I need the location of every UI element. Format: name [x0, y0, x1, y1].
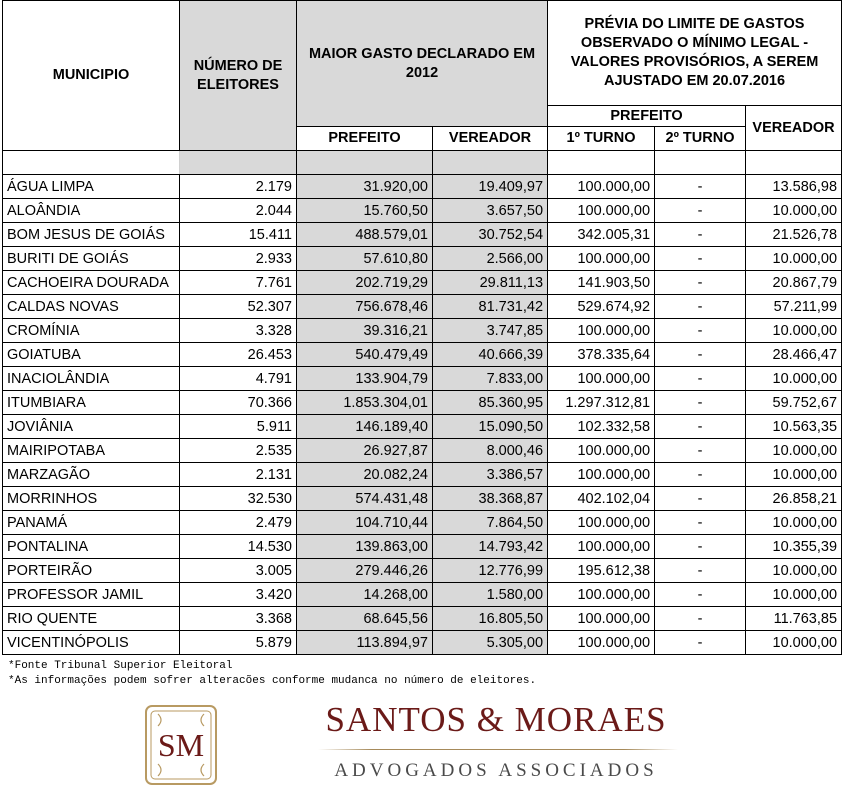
cell-municipio: BURITI DE GOIÁS	[3, 247, 180, 271]
header-vereador: VEREADOR	[433, 127, 548, 151]
cell-municipio: CROMÍNIA	[3, 319, 180, 343]
table-row	[3, 535, 842, 559]
cell-limite-2-turno: -	[655, 607, 746, 631]
cell-gasto-prefeito: 20.082,24	[297, 463, 433, 487]
header-previa: PRÉVIA DO LIMITE DE GASTOS OBSERVADO O MÍNIMO LEGAL - VALORES PROVISÓRIOS, A SEREM AJUSTADO EM 20.07.2016	[548, 1, 842, 106]
cell-eleitores: 3.328	[180, 319, 297, 343]
cell-limite-1-turno: 402.102,04	[548, 487, 655, 511]
cell-municipio: PORTEIRÃO	[3, 559, 180, 583]
header-turno1: 1º TURNO	[548, 127, 655, 151]
cell-eleitores: 14.530	[180, 535, 297, 559]
cell-gasto-vereador: 3.386,57	[433, 463, 548, 487]
cell-gasto-vereador: 3.747,85	[433, 319, 548, 343]
table-row	[3, 415, 842, 439]
cell-gasto-prefeito: 15.760,50	[297, 199, 433, 223]
table-row	[3, 319, 842, 343]
cell-limite-1-turno: 102.332,58	[548, 415, 655, 439]
cell-gasto-prefeito: 1.853.304,01	[297, 391, 433, 415]
footnotes	[8, 659, 536, 689]
cell-limite-2-turno: -	[655, 319, 746, 343]
footnote-source: *Fonte Tribunal Superior Eleitoral	[8, 660, 233, 672]
firm-name: SANTOS & MORAES	[325, 700, 667, 739]
cell-gasto-prefeito: 202.719,29	[297, 271, 433, 295]
cell-limite-1-turno: 100.000,00	[548, 607, 655, 631]
cell-limite-vereador: 10.000,00	[746, 583, 842, 607]
cell-eleitores: 3.420	[180, 583, 297, 607]
cell-gasto-prefeito: 756.678,46	[297, 295, 433, 319]
cell-eleitores: 26.453	[180, 343, 297, 367]
cell-limite-vereador: 10.000,00	[746, 511, 842, 535]
cell-eleitores: 3.368	[180, 607, 297, 631]
cell-municipio: INACIOLÂNDIA	[3, 367, 180, 391]
cell-municipio: RIO QUENTE	[3, 607, 180, 631]
cell-limite-vereador: 59.752,67	[746, 391, 842, 415]
cell-municipio: CALDAS NOVAS	[3, 295, 180, 319]
cell-limite-2-turno: -	[655, 271, 746, 295]
monogram-text: SM	[157, 727, 205, 763]
cell-gasto-vereador: 19.409,97	[433, 175, 548, 199]
cell-limite-vereador: 10.000,00	[746, 559, 842, 583]
cell-gasto-vereador: 85.360,95	[433, 391, 548, 415]
cell-eleitores: 70.366	[180, 391, 297, 415]
cell-limite-2-turno: -	[655, 415, 746, 439]
cell-limite-2-turno: -	[655, 439, 746, 463]
cell-eleitores: 2.131	[180, 463, 297, 487]
cell-gasto-vereador: 14.793,42	[433, 535, 548, 559]
cell-eleitores: 32.530	[180, 487, 297, 511]
cell-limite-2-turno: -	[655, 631, 746, 655]
cell-limite-vereador: 10.000,00	[746, 319, 842, 343]
cell-gasto-prefeito: 139.863,00	[297, 535, 433, 559]
cell-gasto-prefeito: 146.189,40	[297, 415, 433, 439]
cell-gasto-prefeito: 488.579,01	[297, 223, 433, 247]
table-row	[3, 439, 842, 463]
cell-limite-vereador: 10.000,00	[746, 199, 842, 223]
cell-limite-1-turno: 100.000,00	[548, 463, 655, 487]
cell-municipio: PANAMÁ	[3, 511, 180, 535]
cell-limite-vereador: 10.000,00	[746, 247, 842, 271]
spending-limits-table	[2, 0, 842, 655]
footnote-disclaimer: *As informações podem sofrer alteracões conforme mudanca no número de eleitores.	[8, 675, 537, 687]
cell-limite-vereador: 20.867,79	[746, 271, 842, 295]
cell-gasto-vereador: 5.305,00	[433, 631, 548, 655]
cell-municipio: BOM JESUS DE GOIÁS	[3, 223, 180, 247]
cell-municipio: MARZAGÃO	[3, 463, 180, 487]
header-maior-gasto: MAIOR GASTO DECLARADO EM 2012	[297, 1, 548, 127]
cell-gasto-vereador: 15.090,50	[433, 415, 548, 439]
cell-gasto-prefeito: 133.904,79	[297, 367, 433, 391]
header-eleitores: NÚMERO DE ELEITORES	[180, 1, 297, 151]
table-row	[3, 367, 842, 391]
cell-gasto-vereador: 7.833,00	[433, 367, 548, 391]
firm-divider	[318, 749, 678, 750]
cell-municipio: ITUMBIARA	[3, 391, 180, 415]
cell-limite-1-turno: 100.000,00	[548, 511, 655, 535]
cell-limite-2-turno: -	[655, 583, 746, 607]
cell-limite-2-turno: -	[655, 511, 746, 535]
cell-gasto-vereador: 12.776,99	[433, 559, 548, 583]
cell-limite-vereador: 10.000,00	[746, 631, 842, 655]
cell-limite-1-turno: 100.000,00	[548, 535, 655, 559]
cell-limite-1-turno: 100.000,00	[548, 583, 655, 607]
cell-gasto-prefeito: 279.446,26	[297, 559, 433, 583]
cell-limite-vereador: 28.466,47	[746, 343, 842, 367]
cell-gasto-prefeito: 14.268,00	[297, 583, 433, 607]
table-row	[3, 463, 842, 487]
cell-eleitores: 52.307	[180, 295, 297, 319]
cell-limite-vereador: 10.000,00	[746, 439, 842, 463]
cell-limite-1-turno: 529.674,92	[548, 295, 655, 319]
cell-gasto-vereador: 30.752,54	[433, 223, 548, 247]
table-row	[3, 607, 842, 631]
cell-limite-2-turno: -	[655, 343, 746, 367]
cell-limite-2-turno: -	[655, 247, 746, 271]
cell-limite-vereador: 10.000,00	[746, 463, 842, 487]
cell-limite-2-turno: -	[655, 487, 746, 511]
cell-gasto-vereador: 1.580,00	[433, 583, 548, 607]
cell-eleitores: 15.411	[180, 223, 297, 247]
table-row	[3, 559, 842, 583]
cell-limite-1-turno: 100.000,00	[548, 199, 655, 223]
cell-limite-vereador: 11.763,85	[746, 607, 842, 631]
header-municipio: MUNICIPIO	[3, 1, 180, 151]
cell-municipio: MAIRIPOTABA	[3, 439, 180, 463]
cell-limite-1-turno: 100.000,00	[548, 439, 655, 463]
table-row	[3, 175, 842, 199]
table-row	[3, 391, 842, 415]
cell-limite-vereador: 57.211,99	[746, 295, 842, 319]
cell-gasto-prefeito: 540.479,49	[297, 343, 433, 367]
cell-eleitores: 2.044	[180, 199, 297, 223]
cell-eleitores: 2.179	[180, 175, 297, 199]
cell-eleitores: 4.791	[180, 367, 297, 391]
cell-eleitores: 2.479	[180, 511, 297, 535]
table-row	[3, 199, 842, 223]
cell-limite-vereador: 10.563,35	[746, 415, 842, 439]
cell-limite-vereador: 13.586,98	[746, 175, 842, 199]
cell-limite-1-turno: 195.612,38	[548, 559, 655, 583]
cell-limite-2-turno: -	[655, 535, 746, 559]
cell-gasto-prefeito: 39.316,21	[297, 319, 433, 343]
cell-municipio: VICENTINÓPOLIS	[3, 631, 180, 655]
cell-eleitores: 5.879	[180, 631, 297, 655]
cell-municipio: GOIATUBA	[3, 343, 180, 367]
cell-limite-2-turno: -	[655, 199, 746, 223]
cell-limite-2-turno: -	[655, 223, 746, 247]
cell-gasto-prefeito: 68.645,56	[297, 607, 433, 631]
table-row	[3, 631, 842, 655]
header-turno2: 2º TURNO	[655, 127, 746, 151]
cell-limite-vereador: 26.858,21	[746, 487, 842, 511]
cell-gasto-vereador: 38.368,87	[433, 487, 548, 511]
cell-gasto-vereador: 3.657,50	[433, 199, 548, 223]
table-row	[3, 511, 842, 535]
cell-municipio: JOVIÂNIA	[3, 415, 180, 439]
cell-limite-1-turno: 100.000,00	[548, 247, 655, 271]
cell-limite-2-turno: -	[655, 175, 746, 199]
cell-gasto-vereador: 40.666,39	[433, 343, 548, 367]
header-vereador-limite: VEREADOR	[746, 106, 842, 151]
cell-gasto-prefeito: 57.610,80	[297, 247, 433, 271]
cell-gasto-vereador: 81.731,42	[433, 295, 548, 319]
cell-municipio: ALOÂNDIA	[3, 199, 180, 223]
cell-eleitores: 7.761	[180, 271, 297, 295]
table-row	[3, 271, 842, 295]
cell-limite-2-turno: -	[655, 295, 746, 319]
cell-gasto-prefeito: 574.431,48	[297, 487, 433, 511]
cell-municipio: CACHOEIRA DOURADA	[3, 271, 180, 295]
cell-limite-2-turno: -	[655, 559, 746, 583]
table-row	[3, 583, 842, 607]
cell-limite-1-turno: 378.335,64	[548, 343, 655, 367]
cell-eleitores: 2.535	[180, 439, 297, 463]
cell-gasto-vereador: 16.805,50	[433, 607, 548, 631]
table-row	[3, 223, 842, 247]
cell-gasto-prefeito: 104.710,44	[297, 511, 433, 535]
cell-municipio: PROFESSOR JAMIL	[3, 583, 180, 607]
table-body	[3, 175, 842, 655]
cell-gasto-prefeito: 31.920,00	[297, 175, 433, 199]
cell-limite-2-turno: -	[655, 391, 746, 415]
cell-eleitores: 3.005	[180, 559, 297, 583]
cell-limite-vereador: 10.355,39	[746, 535, 842, 559]
cell-eleitores: 5.911	[180, 415, 297, 439]
cell-municipio: ÁGUA LIMPA	[3, 175, 180, 199]
cell-gasto-vereador: 8.000,46	[433, 439, 548, 463]
cell-limite-vereador: 10.000,00	[746, 367, 842, 391]
cell-limite-1-turno: 1.297.312,81	[548, 391, 655, 415]
cell-municipio: MORRINHOS	[3, 487, 180, 511]
table-row	[3, 295, 842, 319]
cell-limite-2-turno: -	[655, 367, 746, 391]
firm-subtitle: ADVOGADOS ASSOCIADOS	[334, 760, 658, 781]
cell-gasto-vereador: 2.566,00	[433, 247, 548, 271]
cell-gasto-vereador: 29.811,13	[433, 271, 548, 295]
header-prefeito-group: PREFEITO	[548, 106, 746, 127]
cell-eleitores: 2.933	[180, 247, 297, 271]
spacer-row	[3, 151, 842, 175]
cell-limite-1-turno: 100.000,00	[548, 631, 655, 655]
cell-limite-1-turno: 100.000,00	[548, 319, 655, 343]
cell-gasto-prefeito: 113.894,97	[297, 631, 433, 655]
cell-municipio: PONTALINA	[3, 535, 180, 559]
firm-monogram-logo	[144, 704, 218, 786]
cell-limite-1-turno: 100.000,00	[548, 367, 655, 391]
cell-limite-1-turno: 100.000,00	[548, 175, 655, 199]
cell-limite-vereador: 21.526,78	[746, 223, 842, 247]
table-row	[3, 343, 842, 367]
header-prefeito: PREFEITO	[297, 127, 433, 151]
cell-limite-1-turno: 342.005,31	[548, 223, 655, 247]
cell-gasto-prefeito: 26.927,87	[297, 439, 433, 463]
cell-limite-1-turno: 141.903,50	[548, 271, 655, 295]
table-row	[3, 487, 842, 511]
table-row	[3, 247, 842, 271]
cell-limite-2-turno: -	[655, 463, 746, 487]
cell-gasto-vereador: 7.864,50	[433, 511, 548, 535]
